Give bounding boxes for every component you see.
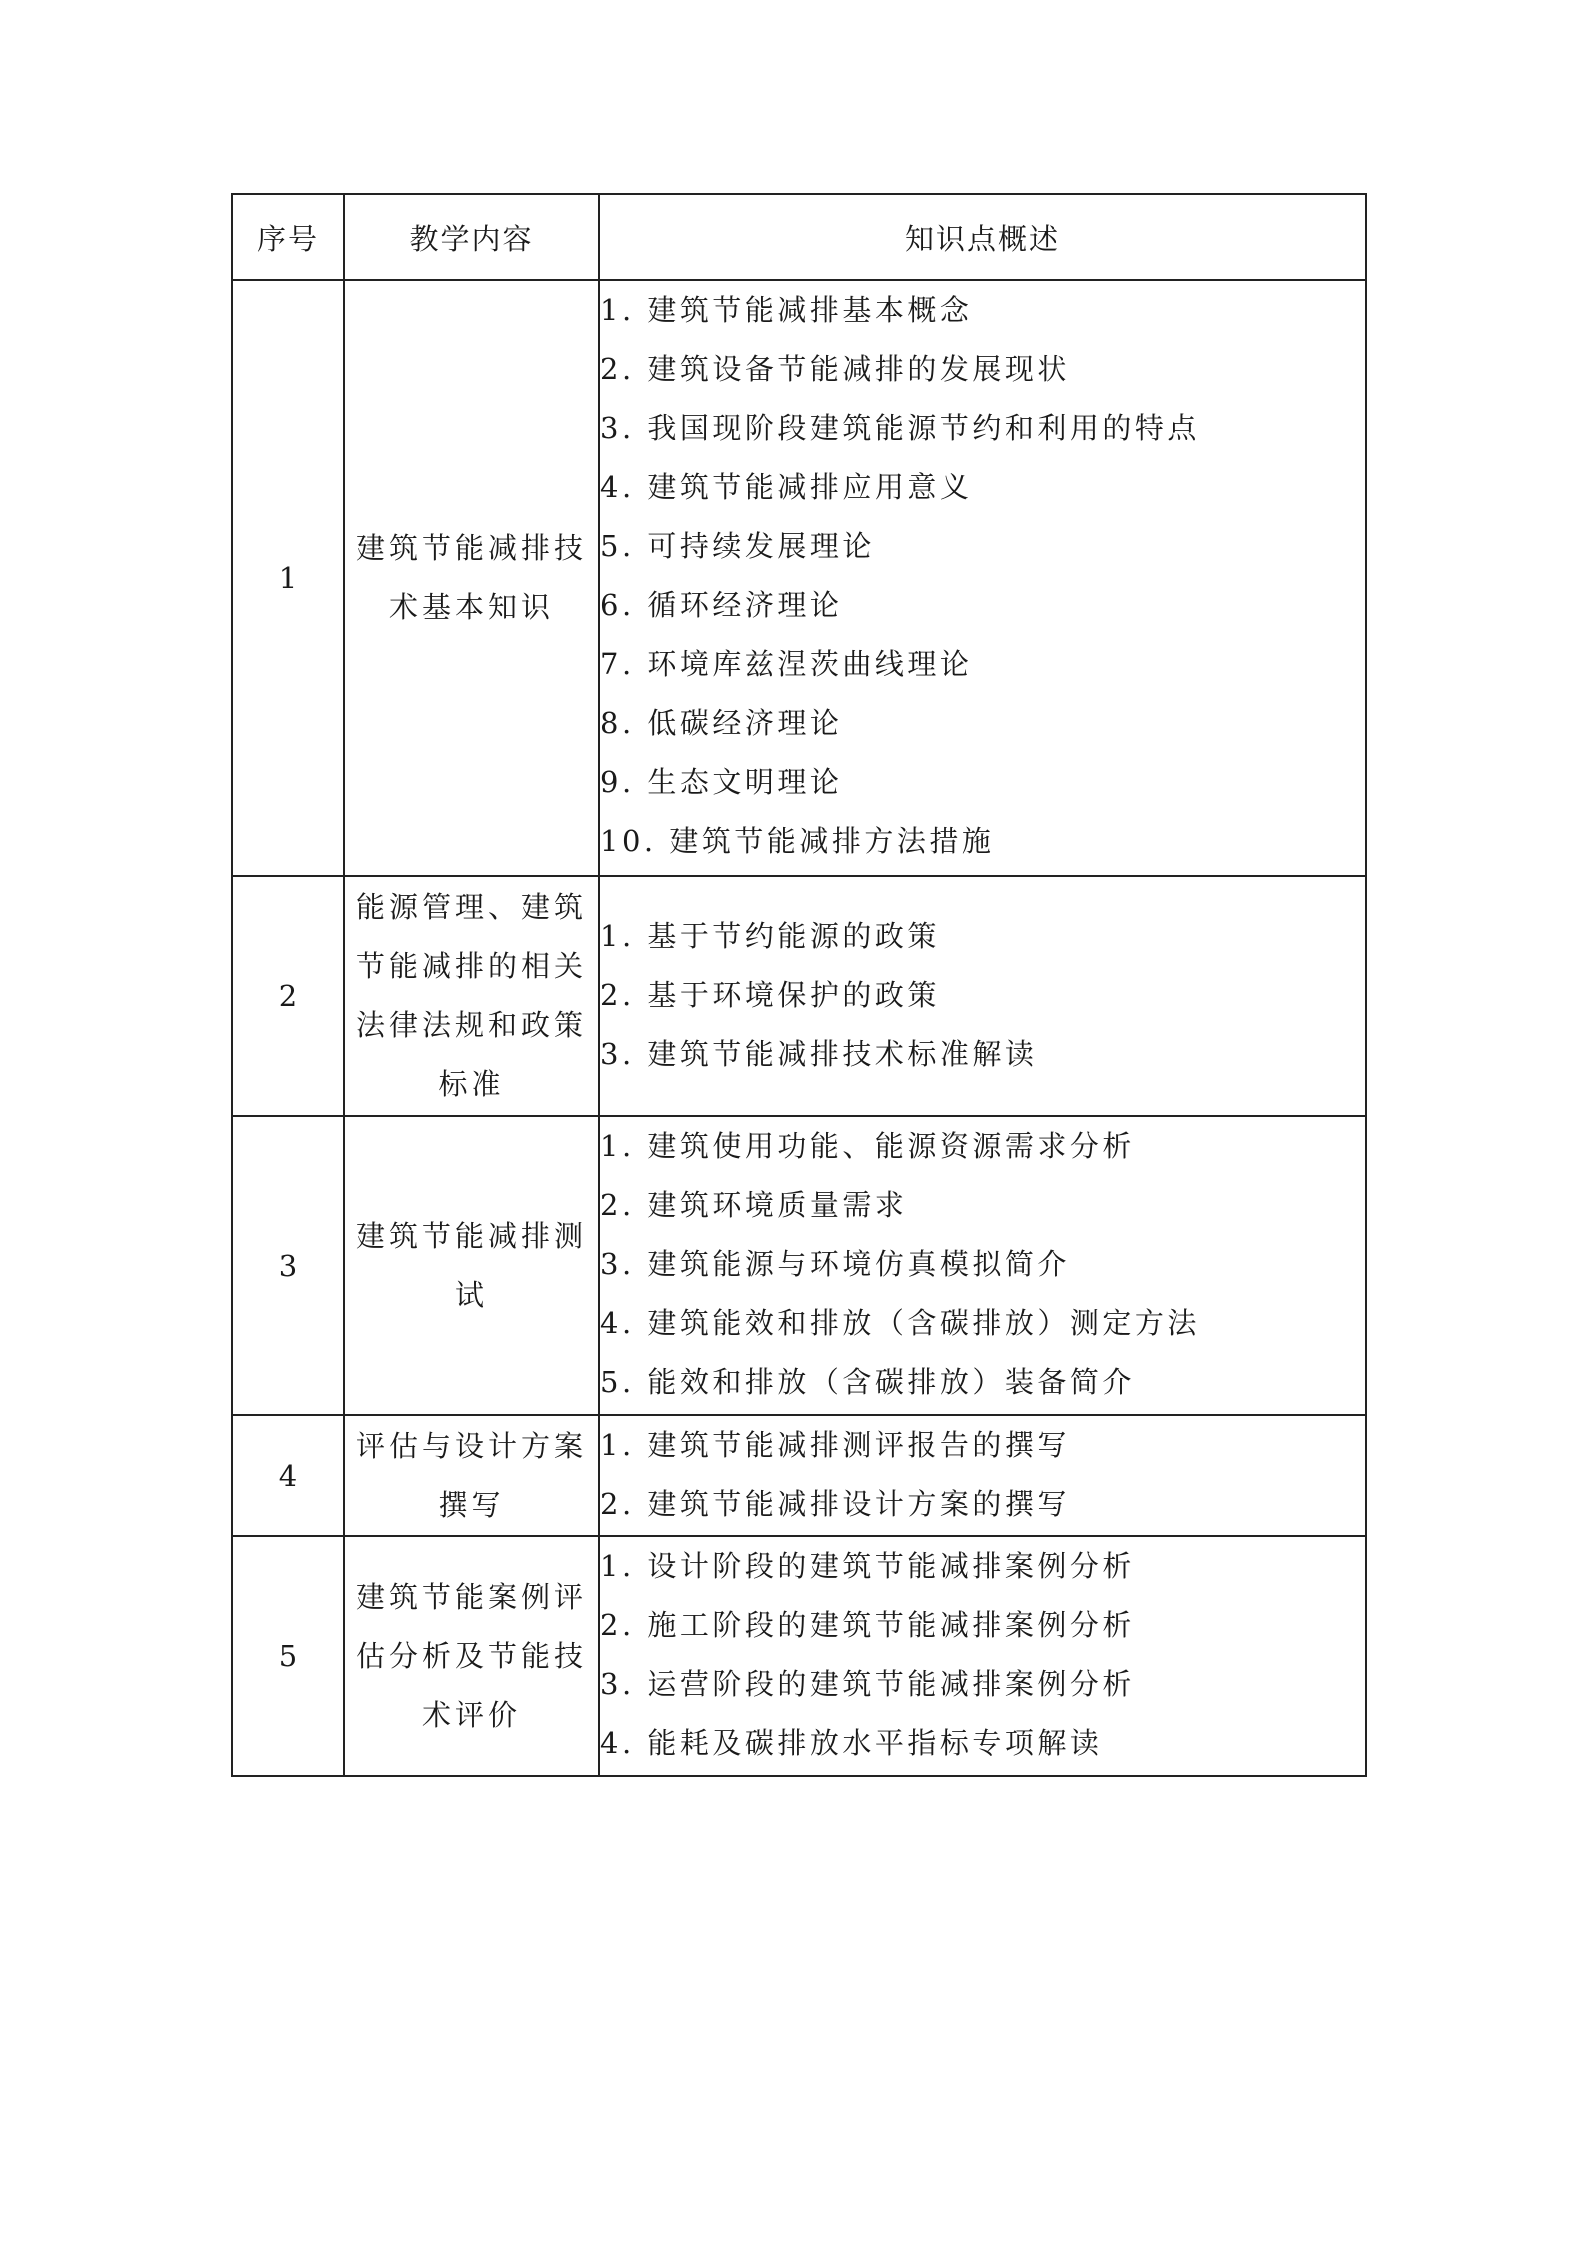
header-points: 知识点概述 bbox=[599, 194, 1366, 280]
row-seq: 4 bbox=[232, 1415, 344, 1536]
list-item: 2. 建筑环境质量需求 bbox=[600, 1188, 908, 1222]
table-row bbox=[232, 1116, 1366, 1415]
row-content: 评估与设计方案撰写 bbox=[344, 1415, 599, 1536]
list-item: 5. 可持续发展理论 bbox=[600, 529, 875, 563]
row-points bbox=[599, 280, 1366, 876]
list-item: 1. 基于节约能源的政策 bbox=[600, 919, 940, 953]
list-item: 6. 循环经济理论 bbox=[600, 588, 843, 622]
row-points bbox=[599, 876, 1366, 1116]
list-item: 3. 运营阶段的建筑节能减排案例分析 bbox=[600, 1667, 1135, 1701]
row-seq: 1 bbox=[232, 280, 344, 876]
row-content: 建筑节能减排测试 bbox=[344, 1116, 599, 1415]
row-points bbox=[599, 1116, 1366, 1415]
list-item: 10. 建筑节能减排方法措施 bbox=[600, 824, 995, 858]
list-item: 9. 生态文明理论 bbox=[600, 765, 843, 799]
row-points bbox=[599, 1415, 1366, 1536]
table-row bbox=[232, 1415, 1366, 1536]
table-row bbox=[232, 876, 1366, 1116]
row-seq: 2 bbox=[232, 876, 344, 1116]
header-content: 教学内容 bbox=[344, 194, 599, 280]
row-content: 能源管理、建筑节能减排的相关法律法规和政策标准 bbox=[344, 876, 599, 1116]
row-seq: 5 bbox=[232, 1536, 344, 1776]
header-seq: 序号 bbox=[232, 194, 344, 280]
list-item: 4. 建筑能效和排放（含碳排放）测定方法 bbox=[600, 1306, 1200, 1340]
table-row bbox=[232, 280, 1366, 876]
list-item: 3. 我国现阶段建筑能源节约和利用的特点 bbox=[600, 411, 1200, 445]
list-item: 1. 建筑节能减排基本概念 bbox=[600, 293, 973, 327]
list-item: 8. 低碳经济理论 bbox=[600, 706, 843, 740]
list-item: 7. 环境库兹涅茨曲线理论 bbox=[600, 647, 973, 681]
table-header-row bbox=[232, 194, 1366, 280]
list-item: 3. 建筑能源与环境仿真模拟简介 bbox=[600, 1247, 1070, 1281]
row-content: 建筑节能案例评估分析及节能技术评价 bbox=[344, 1536, 599, 1776]
list-item: 2. 基于环境保护的政策 bbox=[600, 978, 940, 1012]
list-item: 1. 建筑使用功能、能源资源需求分析 bbox=[600, 1129, 1135, 1163]
list-item: 2. 施工阶段的建筑节能减排案例分析 bbox=[600, 1608, 1135, 1642]
row-seq: 3 bbox=[232, 1116, 344, 1415]
table-row bbox=[232, 1536, 1366, 1776]
list-item: 1. 设计阶段的建筑节能减排案例分析 bbox=[600, 1549, 1135, 1583]
row-content: 建筑节能减排技术基本知识 bbox=[344, 280, 599, 876]
list-item: 1. 建筑节能减排测评报告的撰写 bbox=[600, 1428, 1070, 1462]
list-item: 3. 建筑节能减排技术标准解读 bbox=[600, 1037, 1038, 1071]
list-item: 5. 能效和排放（含碳排放）装备简介 bbox=[600, 1365, 1135, 1399]
list-item: 4. 能耗及碳排放水平指标专项解读 bbox=[600, 1726, 1103, 1760]
list-item: 2. 建筑设备节能减排的发展现状 bbox=[600, 352, 1070, 386]
list-item: 4. 建筑节能减排应用意义 bbox=[600, 470, 973, 504]
list-item: 2. 建筑节能减排设计方案的撰写 bbox=[600, 1487, 1070, 1521]
row-points bbox=[599, 1536, 1366, 1776]
syllabus-table bbox=[231, 193, 1367, 1777]
